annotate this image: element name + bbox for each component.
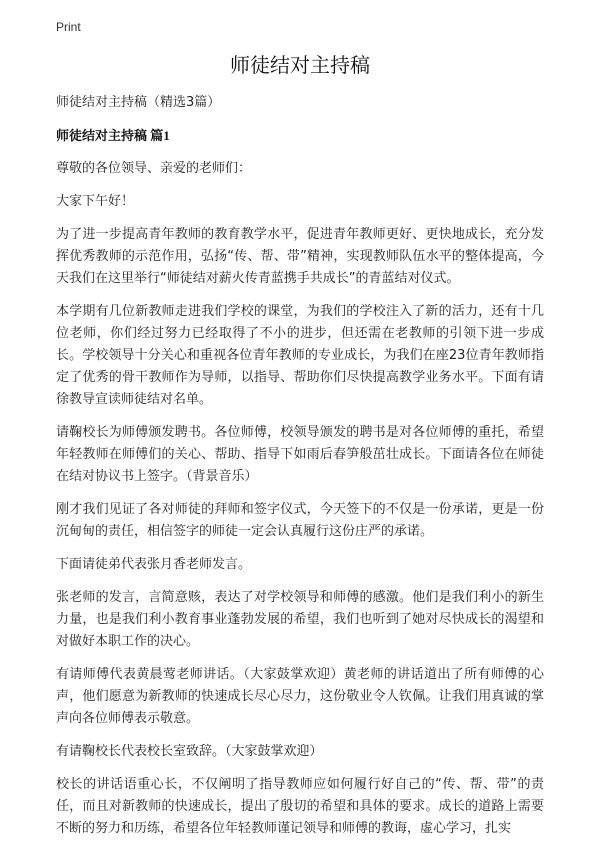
paragraph-apprentice-remarks: 张老师的发言，言简意赅，表达了对学校领导和师傅的感激。他们是我们利小的新生力量，也是我们利小教育事业蓬勃发展的希望，我们也听到了她对尽快成长的渴望和对做好本职工作的决心。 [56,590,544,649]
document-subtitle: 师徒结对主持稿（精选3篇） [56,95,221,110]
paragraph-witness: 刚才我们见证了各对师徒的拜师和签字仪式，今天签下的不仅是一份承诺，更是一份沉甸甸的责任，相信签字的师徒一定会认真履行这份庄严的承诺。 [56,502,544,539]
paragraph-principal-invite: 有请鞠校长代表校长室致辞。（大家鼓掌欢迎） [56,744,323,759]
paragraph-principal-remarks: 校长的讲话语重心长，不仅阐明了指导教师应如何履行好自己的“传、帮、带”的责任，而且对新教师的快速成长，提出了殷切的希望和具体的要求。成长的道路上需要不断的努力和历练，希望各位年轻教师谨记领导和师傅的教诲，虚心学习，扎实 [56,777,544,836]
document-title: 师徒结对主持稿 [230,53,370,77]
paragraph-salutation: 尊敬的各位领导、亲爱的老师们： [56,161,252,176]
paragraph-certificates: 请鞠校长为师傅颁发聘书。各位师傅，校领导颁发的聘书是对各位师傅的重托，希望年轻教师在师傅们的关心、帮助、指导下如雨后春笋般茁壮成长。下面请各位在师徒在结对协议书上签字。（背景音乐） [56,425,544,484]
paragraph-greeting: 大家下午好！ [56,194,135,209]
section-heading: 师徒结对主持稿 篇1 [56,128,170,143]
print-link[interactable]: Print [56,20,81,34]
paragraph-new-teachers: 本学期有几位新教师走进我们学校的课堂，为我们的学校注入了新的活力，还有十几位老师，你们经过努力已经取得了不小的进步，但还需在老教师的引领下进一步成长。学校领导十分关心和重视各位青年教师的专业成长，为我们在座23位青年教师指定了优秀的骨干教师作为导师，以指导、帮助你们尽快提高教学业务水平。下面有请徐教导宣读师徒结对名单。 [56,304,544,407]
paragraph-apprentice-speech: 下面请徒弟代表张月香老师发言。 [56,557,252,572]
paragraph-intro: 为了进一步提高青年教师的教育教学水平，促进青年教师更好、更快地成长，充分发挥优秀教师的示范作用，弘扬“传、帮、带”精神，实现教师队伍水平的整体提高，今天我们在这里举行“师徒结对薪火传青蓝携手共成长”的青蓝结对仪式。 [56,227,544,286]
paragraph-mentor-speech: 有请师傅代表黄晨莺老师讲话。（大家鼓掌欢迎）黄老师的讲话道出了所有师傅的心声，他们愿意为新教师的快速成长尽心尽力，这份敬业令人钦佩。让我们用真诚的掌声向各位师傅表示敬意。 [56,667,544,726]
document-body [56,92,544,851]
